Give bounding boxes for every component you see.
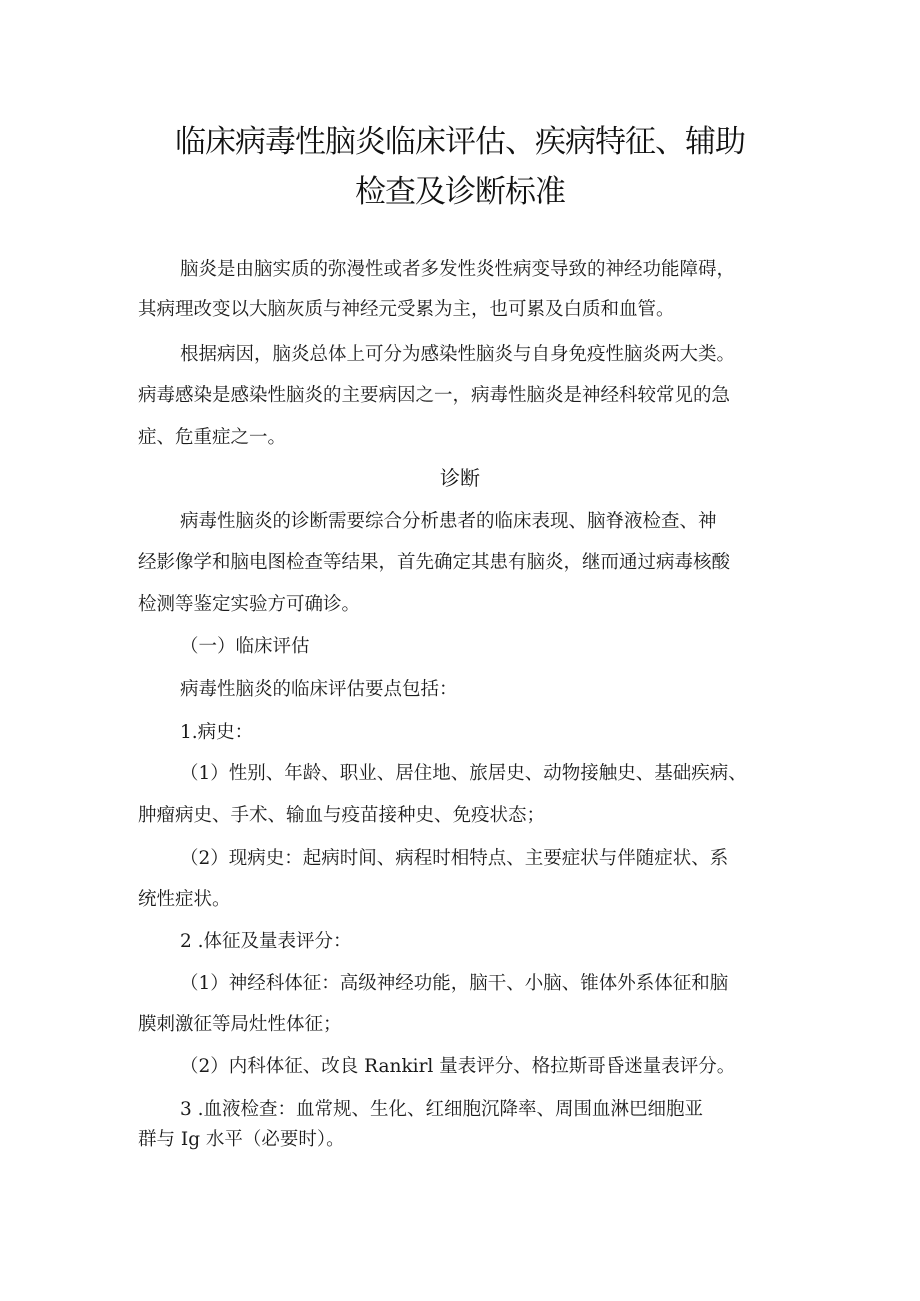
list-item-signs-scales: 2 .体征及量表评分： [180, 931, 352, 952]
list-item-blood-tests-line-2: 群与 Ig 水平（必要时）。 [138, 1129, 345, 1150]
paragraph-classification-line-1: 根据病因，脑炎总体上可分为感染性脑炎与自身免疫性脑炎两大类。 [180, 344, 736, 365]
list-subitem-1-1-line-1: （1）性别、年龄、职业、居住地、旅居史、动物接触史、基础疾病、 [180, 763, 747, 784]
list-item-blood-tests-line-1: 3 .血液检查：血常规、生化、红细胞沉降率、周围血淋巴细胞亚 [180, 1099, 704, 1120]
paragraph-classification-line-2: 病毒感染是感染性脑炎的主要病因之一，病毒性脑炎是神经科较常见的急 [138, 385, 731, 406]
paragraph-intro-line-2: 其病理改变以大脑灰质与神经元受累为主，也可累及白质和血管。 [138, 299, 675, 320]
subheading-clinical-evaluation: （一）临床评估 [180, 636, 310, 657]
list-subitem-2-2: （2）内科体征、改良 Rankirl 量表评分、格拉斯哥昏迷量表评分。 [180, 1056, 736, 1077]
list-subitem-1-1-line-2: 肿瘤病史、手术、输血与疫苗接种史、免疫状态； [138, 805, 546, 826]
paragraph-diagnosis-line-1: 病毒性脑炎的诊断需要综合分析患者的临床表现、脑脊液检查、神 [180, 511, 717, 532]
list-subitem-2-1-line-1: （1）神经科体征：高级神经功能，脑干、小脑、锥体外系体征和脑 [180, 973, 729, 994]
document-title-line-2: 检查及诊断标准 [355, 174, 565, 210]
paragraph-diagnosis-line-2: 经影像学和脑电图检查等结果，首先确定其患有脑炎，继而通过病毒核酸 [138, 552, 731, 573]
list-subitem-2-1-line-2: 膜刺激征等局灶性体征； [138, 1014, 342, 1035]
paragraph-clinical-points: 病毒性脑炎的临床评估要点包括： [180, 679, 458, 700]
paragraph-diagnosis-line-3: 检测等鉴定实验方可确诊。 [138, 594, 361, 615]
document-title-line-1: 临床病毒性脑炎临床评估、疾病特征、辅助 [175, 124, 745, 160]
paragraph-classification-line-3: 症、危重症之一。 [138, 427, 287, 448]
list-subitem-1-2-line-2: 统性症状。 [138, 889, 231, 910]
section-heading-diagnosis: 诊断 [440, 466, 480, 490]
paragraph-intro-line-1: 脑炎是由脑实质的弥漫性或者多发性炎性病变导致的神经功能障碍， [180, 259, 736, 280]
list-item-history: 1.病史： [180, 722, 254, 743]
list-subitem-1-2-line-1: （2）现病史：起病时间、病程时相特点、主要症状与伴随症状、系 [180, 848, 729, 869]
